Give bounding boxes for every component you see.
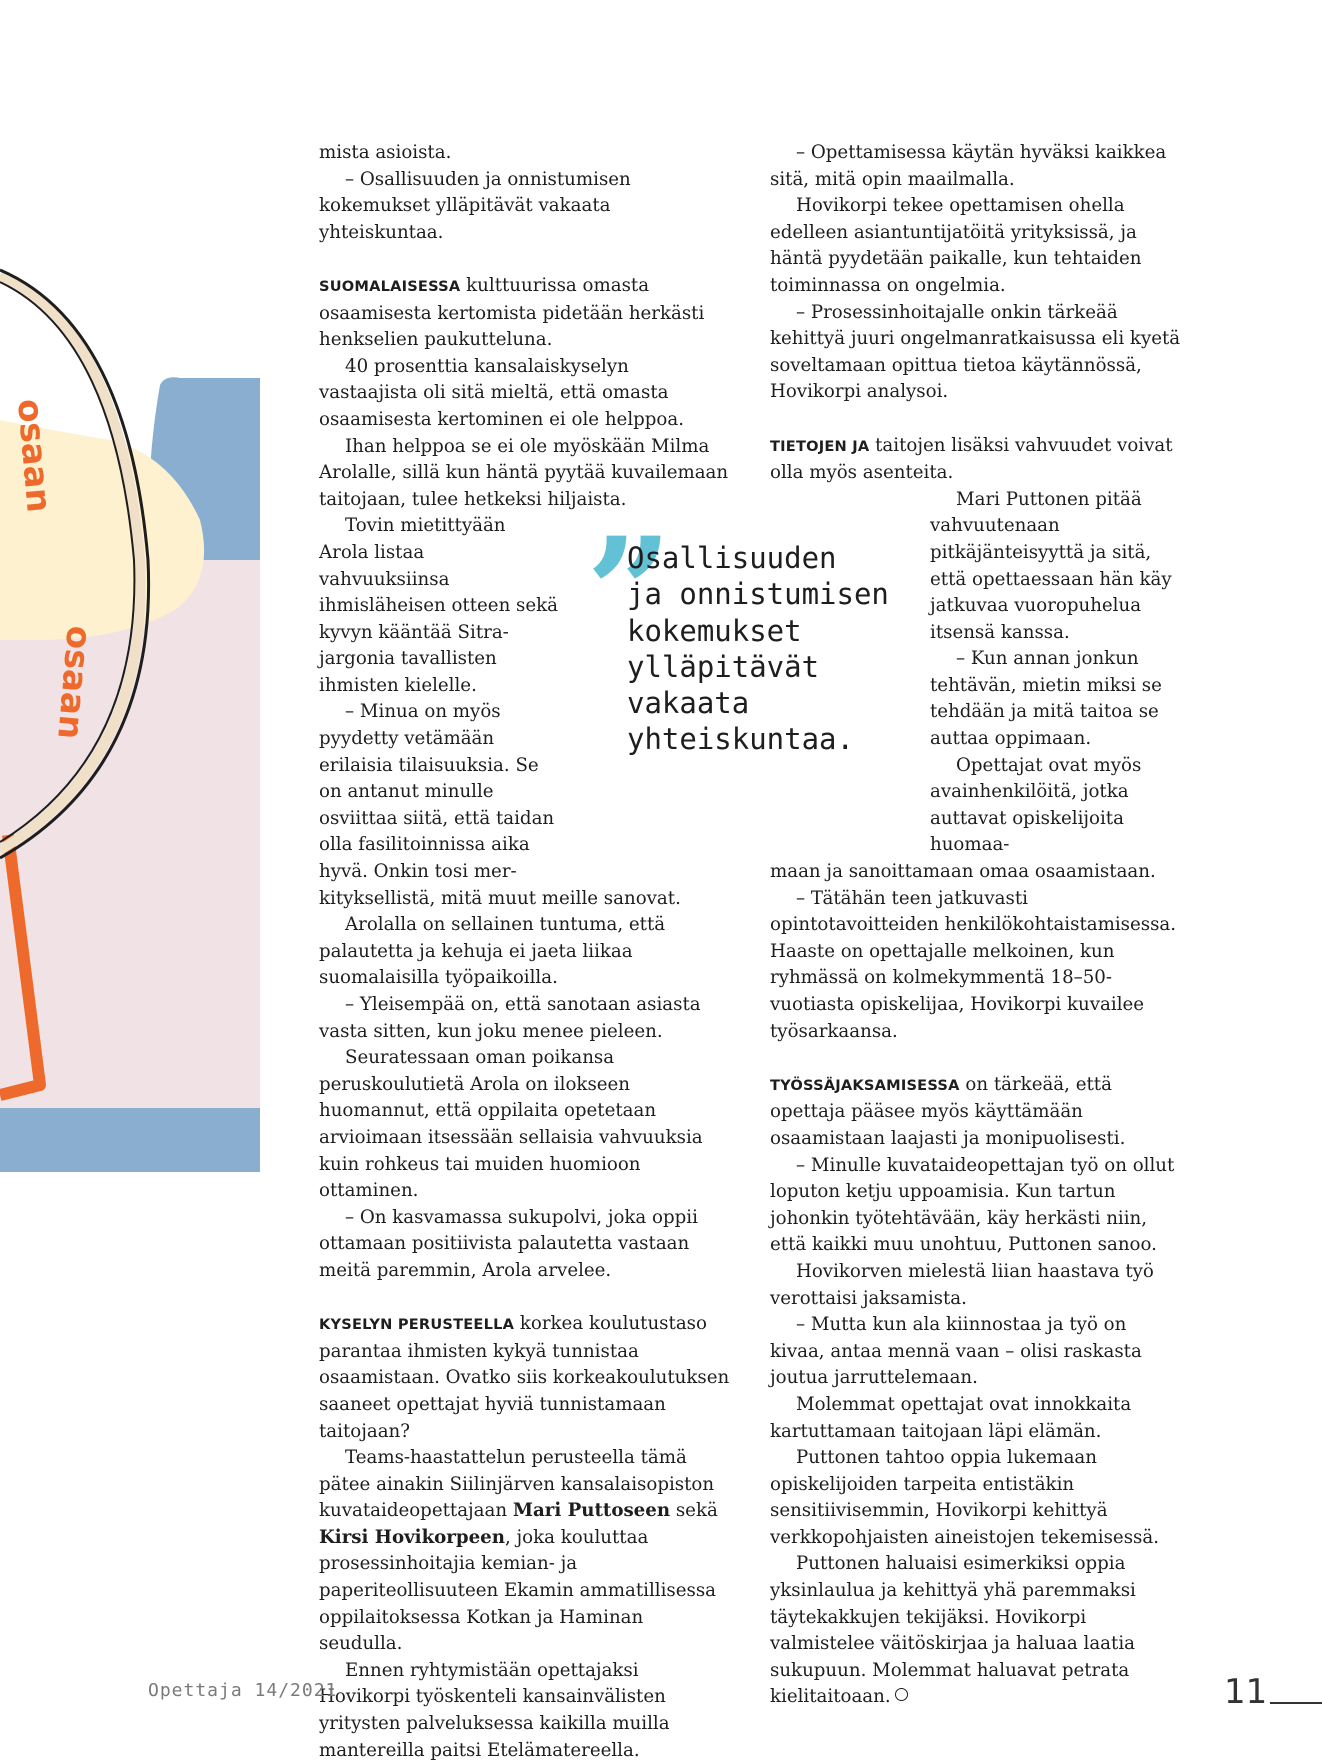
pull-quote-line: ja onnistumisen — [627, 577, 889, 612]
section-paragraph: SUOMALAISESSA kulttuurissa omasta osaamisesta kertomista pidetään herkästi henkselien paukutteluna. — [319, 274, 705, 351]
quote-mark-icon: ” — [586, 505, 673, 681]
paragraph: – Tätähän teen jatkuvasti opintotavoitteiden henkilökohtaistamisessa. Haaste on opettajalle melkoinen, kun ryhmässä on kolmekymmentä 18–50-vuotiasta opiskelijaa, Hovikorpi kuvailee työsarkaansa. — [770, 887, 1177, 1042]
paragraph: – Minulle kuvataideopettajan työ on ollut loputon ketju uppoamisia. Kun tartun johonkin työtehtävään, käy herkästi niin, että kaikki muu unohtuu, Puttonen sanoo. — [770, 1154, 1175, 1256]
article-column-right — [770, 140, 1186, 1711]
magazine-issue: Opettaja 14/2021 — [148, 1680, 338, 1701]
pull-quote-line: vakaata — [627, 686, 750, 721]
page-number-rule — [1270, 1702, 1322, 1704]
paragraph: Puttonen tahtoo oppia lukemaan opiskelijoiden tarpeita entistäkin sensitiivisemmin, Hovikorpi kehittyä verkkopohjaisten aineistojen tekemisessä. — [770, 1447, 1159, 1548]
pull-quote-line: kokemukset — [627, 613, 802, 648]
article-column-left — [319, 140, 730, 1764]
paragraph: – Prosessinhoitajalle onkin tärkeää kehittyä juuri ongelmanratkaisussa eli kyetä soveltamaan opittua tietoa käytännössä, Hovikorpi analysoi. — [770, 301, 1181, 403]
paragraph: Molemmat opettajat ovat innokkaita kartuttamaan taitojaan läpi elämän. — [770, 1393, 1132, 1442]
pull-quote-line: Osallisuuden — [627, 541, 837, 575]
paragraph: 40 prosenttia kansalaiskyselyn vastaajista oli sitä mieltä, että omasta osaamisesta kertominen ei ole helppoa. — [319, 355, 684, 430]
section-lead: KYSELYN PERUSTEELLA — [319, 1316, 515, 1334]
paragraph: – Kun annan jonkun tehtävän, mietin miksi se tehdään ja mitä taitoa se auttaa oppimaan. — [930, 648, 1162, 750]
pull-quote-line: ylläpitävät — [627, 649, 820, 684]
paragraph: – Opettamisessa käytän hyväksi kaikkea sitä, mitä opin maailmalla. — [770, 142, 1167, 190]
illustration-mirror — [0, 0, 260, 1180]
paragraph: Arolalla on sellainen tuntuma, että palautetta ja kehuja ei jaeta liikaa suomalaisilla työpaikoilla. — [319, 914, 666, 989]
paragraph: Seuratessaan oman poikansa peruskoulutietä Arola on ilokseen huomannut, että oppilaita opetetaan arvioimaan itsessään sellaisia vahvuuksia kuin rohkeus tai muiden huomioon ottaminen. — [319, 1047, 703, 1202]
paragraph: – Minua on myös pyydetty vetämään erilaisia tilaisuuksia. Se on antanut minulle osviittaa siitä, että taidan olla fasilitoinnissa aika hyvä. Onkin tosi mer- — [319, 701, 555, 883]
person-name-kirsi: Kirsi Hovikorpeen — [319, 1526, 505, 1548]
illustration-blue-floor — [0, 1108, 260, 1172]
paragraph: maan ja sanoittamaan omaa osaamistaan. — [770, 861, 1156, 883]
section-lead: TIETOJEN JA — [770, 437, 870, 455]
paragraph: kityksellistä, mitä muut meille sanovat. — [319, 887, 681, 909]
section-lead: SUOMALAISESSA — [319, 277, 461, 295]
paragraph: – Yleisempää on, että sanotaan asiasta vasta sitten, kun joku menee pieleen. — [319, 994, 701, 1042]
paragraph: – Osallisuuden ja onnistumisen kokemukset ylläpitävät vakaata yhteiskuntaa. — [319, 168, 631, 243]
illustration-label-bottom: osaan — [49, 624, 99, 741]
paragraph: – Mutta kun ala kiinnostaa ja työ on kivaa, antaa mennä vaan – olisi raskasta joutua jarruttelemaan. — [770, 1314, 1142, 1389]
person-name-mari: Mari Puttoseen — [512, 1500, 671, 1522]
page-number: 11 — [1224, 1672, 1268, 1712]
paragraph: Ennen ryhtymistään opettajaksi Hovikorpi työskenteli kansainvälisten yritysten palveluksessa kaikilla muilla mantereilla paitsi Etelämatereella. — [319, 1659, 670, 1761]
paragraph: Tovin mietittyään Arola listaa vahvuuksiinsa ihmisläheisen otteen sekä kyvyn kääntää Sitra-jargonia tavallisten ihmisten kielelle. — [319, 515, 559, 696]
paragraph: Puttonen haluaisi esimerkiksi oppia yksinlaulua ja kehittyä yhä paremmaksi täytekakkujen tekijäksi. Hovikorpi valmistelee väitöskirjaa ja haluaa laatia sukupuun. Molemmat haluavat petrata kielitaitoaan. — [770, 1553, 1136, 1708]
illustration-label-top: osaan — [9, 397, 59, 515]
paragraph: Opettajat ovat myös avainhenkilöitä, jotka auttavat opiskelijoita huomaa- — [930, 754, 1142, 856]
section-lead: TYÖSSÄJAKSAMISESSA — [770, 1076, 960, 1094]
pull-quote — [627, 540, 927, 758]
section-paragraph: TYÖSSÄJAKSAMISESSA on tärkeää, että opettaja pääsee myös käyttämään osaamistaan laajasti ja monipuolisesti. — [770, 1073, 1126, 1149]
end-mark-icon — [895, 1688, 908, 1701]
paragraph-teams: Teams-haastattelun perusteella tämä pätee ainakin Siilinjärven kansalaisopiston kuvataideopettajaan Mari Puttoseen sekä Kirsi Hovikorpeen, joka kouluttaa prosessinhoitajia kemian- ja paperiteollisuuteen Ekamin ammatillisessa oppilaitoksessa Kotkan ja Haminan seudulla. — [319, 1447, 718, 1655]
pull-quote-line: yhteiskuntaa. — [627, 722, 854, 757]
section-paragraph: KYSELYN PERUSTEELLA korkea koulutustaso parantaa ihmisten kykyä tunnistaa osaamistaan. Ovatko siis korkeakoulutuksen saaneet opettajat hyviä tunnistamaan taitojaan? — [319, 1313, 730, 1442]
paragraph: Ihan helppoa se ei ole myöskään Milma Arolalle, sillä kun häntä pyytää kuvailemaan taitojaan, tulee hetkeksi hiljaista. — [319, 435, 729, 510]
paragraph: Hovikorven mielestä liian haastava työ verottaisi jaksamista. — [770, 1260, 1154, 1309]
paragraph: Hovikorpi tekee opettamisen ohella edelleen asiantuntijatöitä yrityksissä, ja häntä pyydetään paikalle, kun tehtaiden toiminnassa on ongelmia. — [770, 195, 1142, 296]
paragraph: – On kasvamassa sukupolvi, joka oppii ottamaan positiivista palautetta vastaan meitä paremmin, Arola arvelee. — [319, 1206, 698, 1281]
paragraph: mista asioista. — [319, 142, 452, 163]
paragraph: Mari Puttonen pitää vahvuutenaan pitkäjänteisyyttä ja sitä, että opettaessaan hän käy jatkuvaa vuoropuhelua itsensä kanssa. — [930, 488, 1172, 643]
section-paragraph: TIETOJEN JA taitojen lisäksi vahvuudet voivat olla myös asenteita. — [770, 434, 1173, 484]
